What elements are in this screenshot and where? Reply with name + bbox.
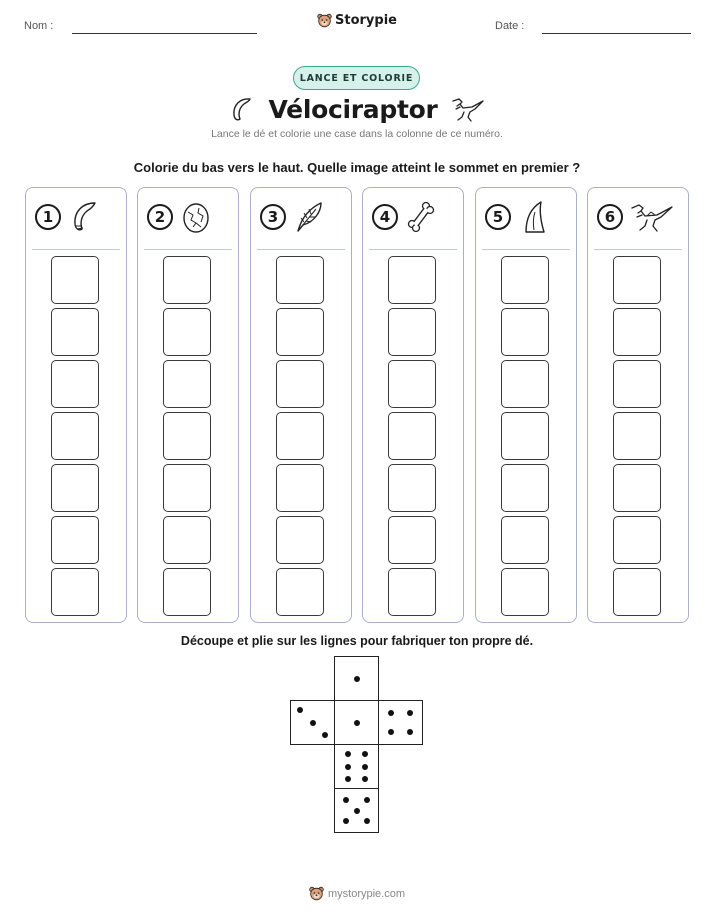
color-cell[interactable] — [276, 568, 324, 616]
color-cell[interactable] — [276, 412, 324, 460]
column-number: 2 — [147, 204, 173, 230]
column-4 — [362, 187, 464, 623]
die-pip — [362, 764, 368, 770]
subtitle: Lance le dé et colorie une case dans la colonne de ce numéro. — [211, 128, 503, 140]
date-line[interactable] — [542, 33, 691, 34]
color-cell[interactable] — [163, 412, 211, 460]
bone-icon — [404, 200, 438, 234]
color-cell[interactable] — [163, 360, 211, 408]
column-divider — [32, 249, 120, 250]
dinosaur-egg-icon — [179, 200, 213, 234]
page-title: Vélociraptor — [268, 94, 438, 124]
color-cell[interactable] — [276, 464, 324, 512]
die-pip — [407, 729, 413, 735]
velociraptor-icon — [629, 200, 675, 234]
column-number: 5 — [485, 204, 511, 230]
color-cell[interactable] — [388, 516, 436, 564]
column-number: 3 — [260, 204, 286, 230]
bear-mascot-icon — [317, 13, 332, 28]
color-cell[interactable] — [388, 308, 436, 356]
color-cell[interactable] — [613, 360, 661, 408]
die-pip — [343, 818, 349, 824]
column-6 — [587, 187, 689, 623]
color-cell[interactable] — [613, 412, 661, 460]
color-cell[interactable] — [388, 568, 436, 616]
color-cell[interactable] — [163, 256, 211, 304]
color-cell[interactable] — [163, 308, 211, 356]
die-pip — [354, 720, 360, 726]
color-cell[interactable] — [501, 256, 549, 304]
color-cell[interactable] — [388, 360, 436, 408]
color-cell[interactable] — [51, 568, 99, 616]
date-label: Date : — [495, 20, 525, 32]
color-cell[interactable] — [163, 568, 211, 616]
die-pip — [362, 751, 368, 757]
color-cell[interactable] — [501, 568, 549, 616]
color-cell[interactable] — [388, 256, 436, 304]
claw-icon — [67, 200, 101, 234]
color-cell[interactable] — [51, 412, 99, 460]
color-cell[interactable] — [501, 360, 549, 408]
column-5 — [475, 187, 577, 623]
die-pip — [345, 764, 351, 770]
feather-icon — [292, 200, 326, 234]
die-pip — [354, 676, 360, 682]
column-number: 4 — [372, 204, 398, 230]
die-pip — [364, 818, 370, 824]
die-pip — [407, 710, 413, 716]
name-label: Nom : — [24, 20, 54, 32]
brand-name: Storypie — [335, 13, 397, 28]
column-divider — [594, 249, 682, 250]
color-cell[interactable] — [51, 308, 99, 356]
die-pip — [297, 707, 303, 713]
column-3 — [250, 187, 352, 623]
color-cell[interactable] — [163, 516, 211, 564]
footer-url: mystorypie.com — [327, 887, 406, 900]
footer — [0, 886, 714, 901]
die-instruction: Découpe et plie sur les lignes pour fabriquer ton propre dé. — [180, 634, 534, 648]
bear-mascot-icon — [309, 886, 324, 901]
die-pip — [362, 776, 368, 782]
color-cell[interactable] — [388, 464, 436, 512]
color-cell[interactable] — [51, 360, 99, 408]
name-line[interactable] — [72, 33, 257, 34]
instruction: Colorie du bas vers le haut. Quelle image atteint le sommet en premier ? — [133, 160, 581, 175]
color-cell[interactable] — [163, 464, 211, 512]
color-cell[interactable] — [276, 308, 324, 356]
velociraptor-icon — [450, 95, 486, 123]
die-face[interactable] — [334, 656, 379, 701]
die-pip — [354, 808, 360, 814]
die-face[interactable] — [290, 700, 335, 745]
color-cell[interactable] — [613, 256, 661, 304]
die-face[interactable] — [334, 788, 379, 833]
color-cell[interactable] — [276, 516, 324, 564]
column-divider — [257, 249, 345, 250]
color-cell[interactable] — [613, 308, 661, 356]
column-divider — [369, 249, 457, 250]
color-cell[interactable] — [501, 308, 549, 356]
color-cell[interactable] — [51, 464, 99, 512]
die-pip — [364, 797, 370, 803]
color-cell[interactable] — [613, 516, 661, 564]
claw-icon — [228, 95, 256, 123]
brand-logo — [0, 13, 714, 28]
column-number: 6 — [597, 204, 623, 230]
die-pip — [388, 729, 394, 735]
color-cell[interactable] — [276, 256, 324, 304]
column-divider — [482, 249, 570, 250]
color-cell[interactable] — [388, 412, 436, 460]
activity-badge: LANCE ET COLORIE — [293, 66, 420, 90]
column-number: 1 — [35, 204, 61, 230]
color-cell[interactable] — [501, 516, 549, 564]
die-pip — [322, 732, 328, 738]
color-cell[interactable] — [613, 568, 661, 616]
color-cell[interactable] — [501, 464, 549, 512]
die-face[interactable] — [334, 744, 379, 789]
column-1 — [25, 187, 127, 623]
die-pip — [345, 751, 351, 757]
color-cell[interactable] — [501, 412, 549, 460]
title-row — [0, 90, 714, 128]
die-pip — [388, 710, 394, 716]
die-face[interactable] — [334, 700, 379, 745]
die-face[interactable] — [378, 700, 423, 745]
die-pip — [345, 776, 351, 782]
color-cell[interactable] — [276, 360, 324, 408]
die-pip — [310, 720, 316, 726]
tooth-icon — [517, 200, 551, 234]
color-cell[interactable] — [51, 256, 99, 304]
column-2 — [137, 187, 239, 623]
color-cell[interactable] — [613, 464, 661, 512]
die-pip — [343, 797, 349, 803]
column-divider — [144, 249, 232, 250]
color-cell[interactable] — [51, 516, 99, 564]
